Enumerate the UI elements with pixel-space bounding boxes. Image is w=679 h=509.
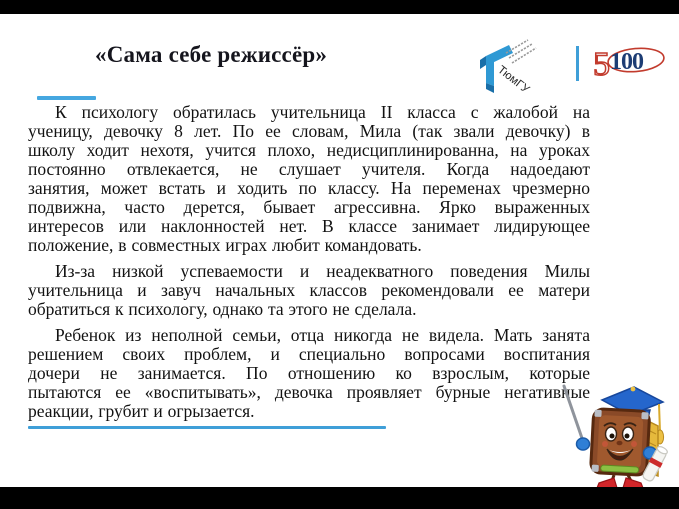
paragraph	[28, 326, 590, 421]
tyumgu-logo	[468, 36, 572, 102]
text-line: обратиться к психологу, однако та этого не сделала.	[28, 299, 417, 319]
title-accent-line	[37, 96, 96, 100]
logo-five: 5	[593, 46, 610, 82]
text-line: школу ходит нехотя, учится плохо, недисциплинированна, на уроках	[28, 140, 590, 160]
body-text	[28, 103, 590, 421]
text-line: Из-за низкой успеваемости и неадекватного поведения Милы	[55, 261, 590, 281]
text-line: интересов или наклонностей нет. В классе занимает лидирующее	[28, 216, 590, 236]
text-underline-rule	[28, 426, 386, 429]
paragraph	[28, 262, 590, 319]
text-line: ученицу, девочку 8 лет. По ее словам, Мила (так звали девочку) в	[28, 121, 590, 141]
text-line: учительница и завуч начальных классов рекомендовали ее матери	[28, 280, 590, 300]
tyumgu-logo-label: ТюмГУ	[495, 63, 532, 96]
text-line: пытаются ее «воспитывать», девочка проявляет бурные негативные	[28, 382, 590, 402]
text-line: положение, в совместных играх любит командовать.	[28, 235, 422, 255]
text-line: дочери не занимается. По отношению ко взрослым, которые	[28, 363, 590, 383]
logo-separator-line	[576, 46, 579, 81]
text-line: занятия, может встать и ходить по классу. На переменах чрезмерно	[28, 178, 590, 198]
book-character-illustration	[562, 380, 679, 490]
left-glove	[577, 438, 590, 450]
text-line: Ребенок из неполной семьи, отца никогда не видела. Мать занята	[55, 325, 590, 345]
project-5-100-logo	[592, 42, 666, 82]
letterbox-bar-bottom	[0, 487, 679, 509]
text-line: К психологу обратилась учительница II класса с жалобой на	[55, 102, 590, 122]
pointer-stick	[564, 386, 584, 444]
paragraph	[28, 103, 590, 255]
logo-hundred: 100	[610, 49, 643, 75]
text-line: решением своих проблем, и специально вопросами воспитания	[28, 344, 590, 364]
text-line: постоянно отвлекается, не слушает учителя. Когда надоедают	[28, 159, 590, 179]
slide-title: «Сама себе режиссёр»	[95, 42, 328, 67]
text-line: реакции, грубит и огрызается.	[28, 401, 255, 421]
text-line: подвижна, часто дерется, бывает агрессивна. Ярко выраженных	[28, 197, 590, 217]
letterbox-bar-top	[0, 0, 679, 14]
